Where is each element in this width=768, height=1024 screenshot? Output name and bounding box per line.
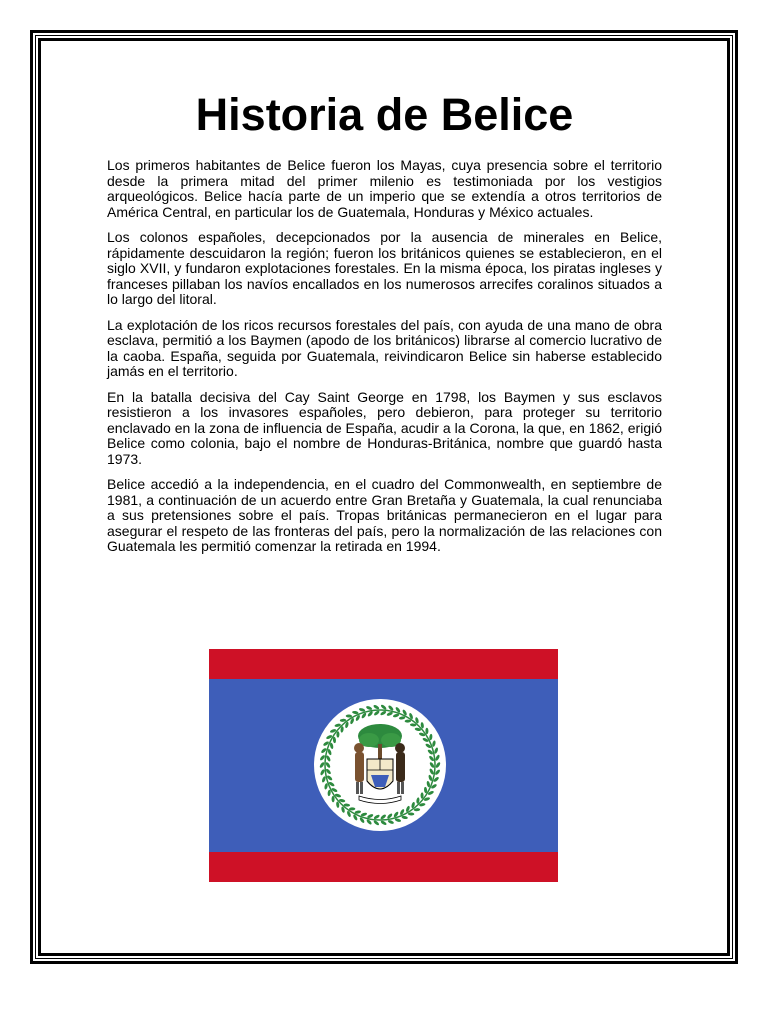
paragraph-1: Los primeros habitantes de Belice fueron los Mayas, cuya presencia sobre el territorio desde la primera mitad del primer milenio es testimoniada por los vestigios arqueológicos. Belice hacía parte de un imperio que se extendía a otros territorios de América Central, en particular los de Guatemala, Honduras y México actuales. [107, 157, 662, 220]
paragraph-5: Belice accedió a la independencia, en el cuadro del Commonwealth, en septiembre de 1981, a continuación de un acuerdo entre Gran Bretaña y Guatemala, la cual renunciaba a sus pretensiones sobre el país. Tropas británicas permanecieron en el lugar para asegurar el respeto de las fronteras del país, pero la normalización de las relaciones con Guatemala les permitió comenzar la retirada en 1994. [107, 476, 662, 554]
paragraph-4: En la batalla decisiva del Cay Saint George en 1798, los Baymen y sus esclavos resistieron a los invasores españoles, pero debieron, para proteger su territorio enclavado en la zona de influencia de España, acudir a la Corona, la que, en 1862, erigió Belice como colonia, bajo el nombre de Honduras-Británica, nombre que guardó hasta 1973. [107, 388, 662, 467]
flag-top-red-stripe [209, 649, 558, 679]
paragraph-2: Los colonos españoles, decepcionados por la ausencia de minerales en Belice, rápidamente descuidaron la región; fueron los británicos quienes se establecieron, en el siglo XVII, y fundaron explotaciones forestales. En la misma época, los piratas ingleses y franceses pillaban los navíos encallados en los numerosos arrecifes coralinos situados a lo largo del litoral. [107, 229, 662, 307]
paragraph-3: La explotación de los ricos recursos forestales del país, con ayuda de una mano de obra esclava, permitió a los Baymen (apodo de los británicos) librarse al comercio lucrativo de la caoba. España, seguida por Guatemala, reivindicaron Belice sin haberse establecido jamás en el territorio. [107, 316, 662, 379]
flag-bottom-red-stripe [209, 852, 558, 882]
belize-flag-image [209, 649, 558, 882]
document-title: Historia de Belice [195, 89, 574, 140]
belize-flag-svg [209, 649, 558, 882]
document-body [107, 86, 662, 565]
